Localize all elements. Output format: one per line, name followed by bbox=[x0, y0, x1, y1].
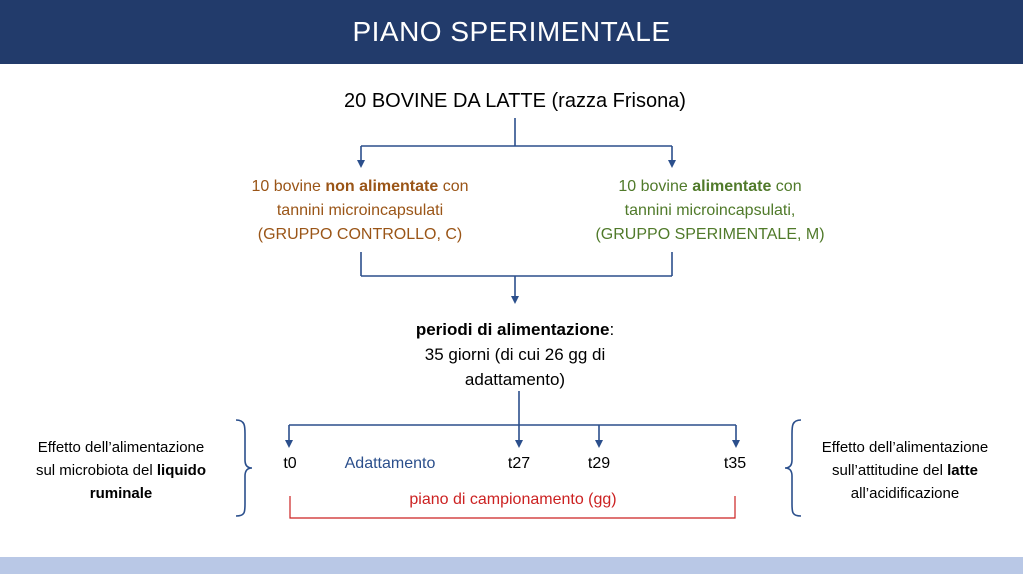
feeding-period-box bbox=[360, 317, 670, 392]
control-line-2: tannini microincapsulati bbox=[276, 202, 444, 219]
control-line-3: (GRUPPO CONTROLLO, C) bbox=[257, 226, 463, 243]
adaptation-label: Adattamento bbox=[344, 455, 436, 472]
timepoint-t27: t27 bbox=[507, 455, 531, 472]
experimental-line-1: 10 bovine alimentate con bbox=[618, 178, 802, 195]
page-title: PIANO SPERIMENTALE bbox=[352, 16, 671, 47]
left-effect-line-1: Effetto dell’alimentazione bbox=[37, 439, 205, 456]
right-effect-box bbox=[798, 436, 1012, 505]
control-line-1: 10 bovine non alimentate con bbox=[251, 178, 469, 195]
feeding-line-3: adattamento) bbox=[464, 370, 566, 389]
right-effect-line-2: sull’attitudine del latte bbox=[832, 462, 978, 479]
timepoint-t0: t0 bbox=[283, 455, 297, 472]
feeding-line-1: periodi di alimentazione: bbox=[415, 320, 615, 339]
experimental-line-3: (GRUPPO SPERIMENTALE, M) bbox=[595, 226, 825, 243]
left-effect-line-2: sul microbiota del liquido bbox=[35, 462, 207, 479]
timepoint-t29: t29 bbox=[587, 455, 611, 472]
left-effect-box bbox=[8, 436, 234, 505]
timepoint-t35: t35 bbox=[723, 455, 747, 472]
experimental-group-box bbox=[520, 175, 900, 247]
experimental-line-2: tannini microincapsulati, bbox=[624, 202, 796, 219]
right-effect-line-1: Effetto dell’alimentazione bbox=[821, 439, 989, 456]
feeding-line-2: 35 giorni (di cui 26 gg di bbox=[424, 345, 606, 364]
right-effect-line-3: all’acidificazione bbox=[850, 485, 960, 502]
root-label: 20 BOVINE DA LATTE (razza Frisona) bbox=[344, 90, 686, 112]
control-group-box bbox=[170, 175, 550, 247]
left-curly-bracket bbox=[236, 420, 252, 516]
sampling-plan-label: piano di campionamento (gg) bbox=[409, 491, 617, 508]
left-effect-line-3: ruminale bbox=[89, 485, 153, 502]
footer-band bbox=[0, 557, 1023, 574]
